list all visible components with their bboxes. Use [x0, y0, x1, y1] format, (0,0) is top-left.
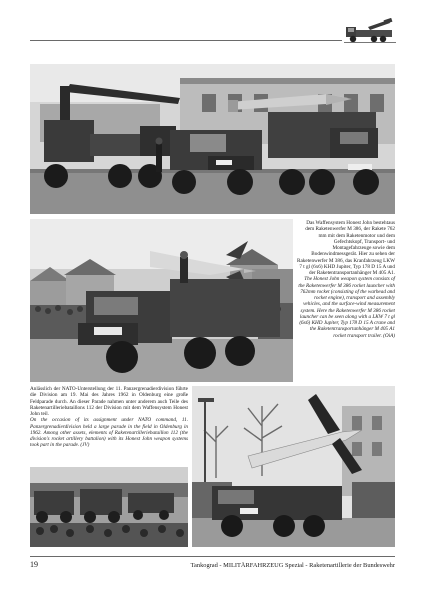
caption-german-text: Anlässlich der NATO-Unterstellung der 11. Panzergrenadierdivision führte die Division am 19. Mai des Jahres 1962 in Oldenburg eine große Feldparade durch. An dieser Parade nahmen unter anderem auch Teile des Raketenartilleriebataillons 112 der Division mit dem Waffensystem Honest John teil.	[30, 386, 188, 417]
photo-launcher-raised-rocket	[192, 386, 395, 547]
footer-publication-title: Tankograd - MILITÄRFAHRZEUG Spezial - Raketenartillerie der Bundeswehr	[190, 562, 395, 569]
caption-oldenburg-parade	[30, 386, 188, 449]
rocket-launcher-logo-icon	[344, 18, 396, 44]
photo-launcher-crane-convoy	[30, 64, 395, 214]
caption-english-text: On the occasion of its assignment under NATO command, 11. Panzergrenadierdivision held a large parade in the field in Oldenburg in 1962. Among other assets, elements of Raketenartilleriebataillon 112 (the division's rocket artillery battalion) with its Honest John weapon systems took part in the parade. (JV)	[30, 417, 188, 449]
caption-english-text: The Honest John weapon system consists of the Raketenwerfer M 386 rocket launcher with 762mm rocket (consisting of the warhead and rocket engine), transport and assembly vehicles, and the surface-wind measurement system. Here the Raketenwerfer M 386 rocket launcher can be seen along with a LKW 7 t gl (6x6) KHD Jupiter, Typ 178 D 15 A crane and the Raketentransportanhänger M 405 A1 rocket transport trailer. (OiA)	[298, 276, 395, 339]
photo-launcher-truck-parade	[30, 219, 293, 382]
caption-german-text: Das Waffensystem Honest John bestehtaus dem Raketenwerfer M 386, der Rakete 762 mm mit dem Raketenmotor und dem Gefechtskopf, Transport- und Montagefahrzeuge sowie dem Bodenwindmessgerät. Hier zu sehen der Raketenwerfer M 386, das Kranfahrzeug LKW 7 t gl (6x6) KHD Jupiter, Typ 178 D 15 A und der Raketentransportanhänger M 405 A1.	[297, 220, 395, 276]
header-rule	[30, 40, 342, 41]
page-number: 19	[30, 560, 38, 569]
footer-rule	[30, 556, 395, 557]
photo-parade-crowd	[30, 467, 188, 547]
caption-honest-john-system	[297, 220, 395, 339]
